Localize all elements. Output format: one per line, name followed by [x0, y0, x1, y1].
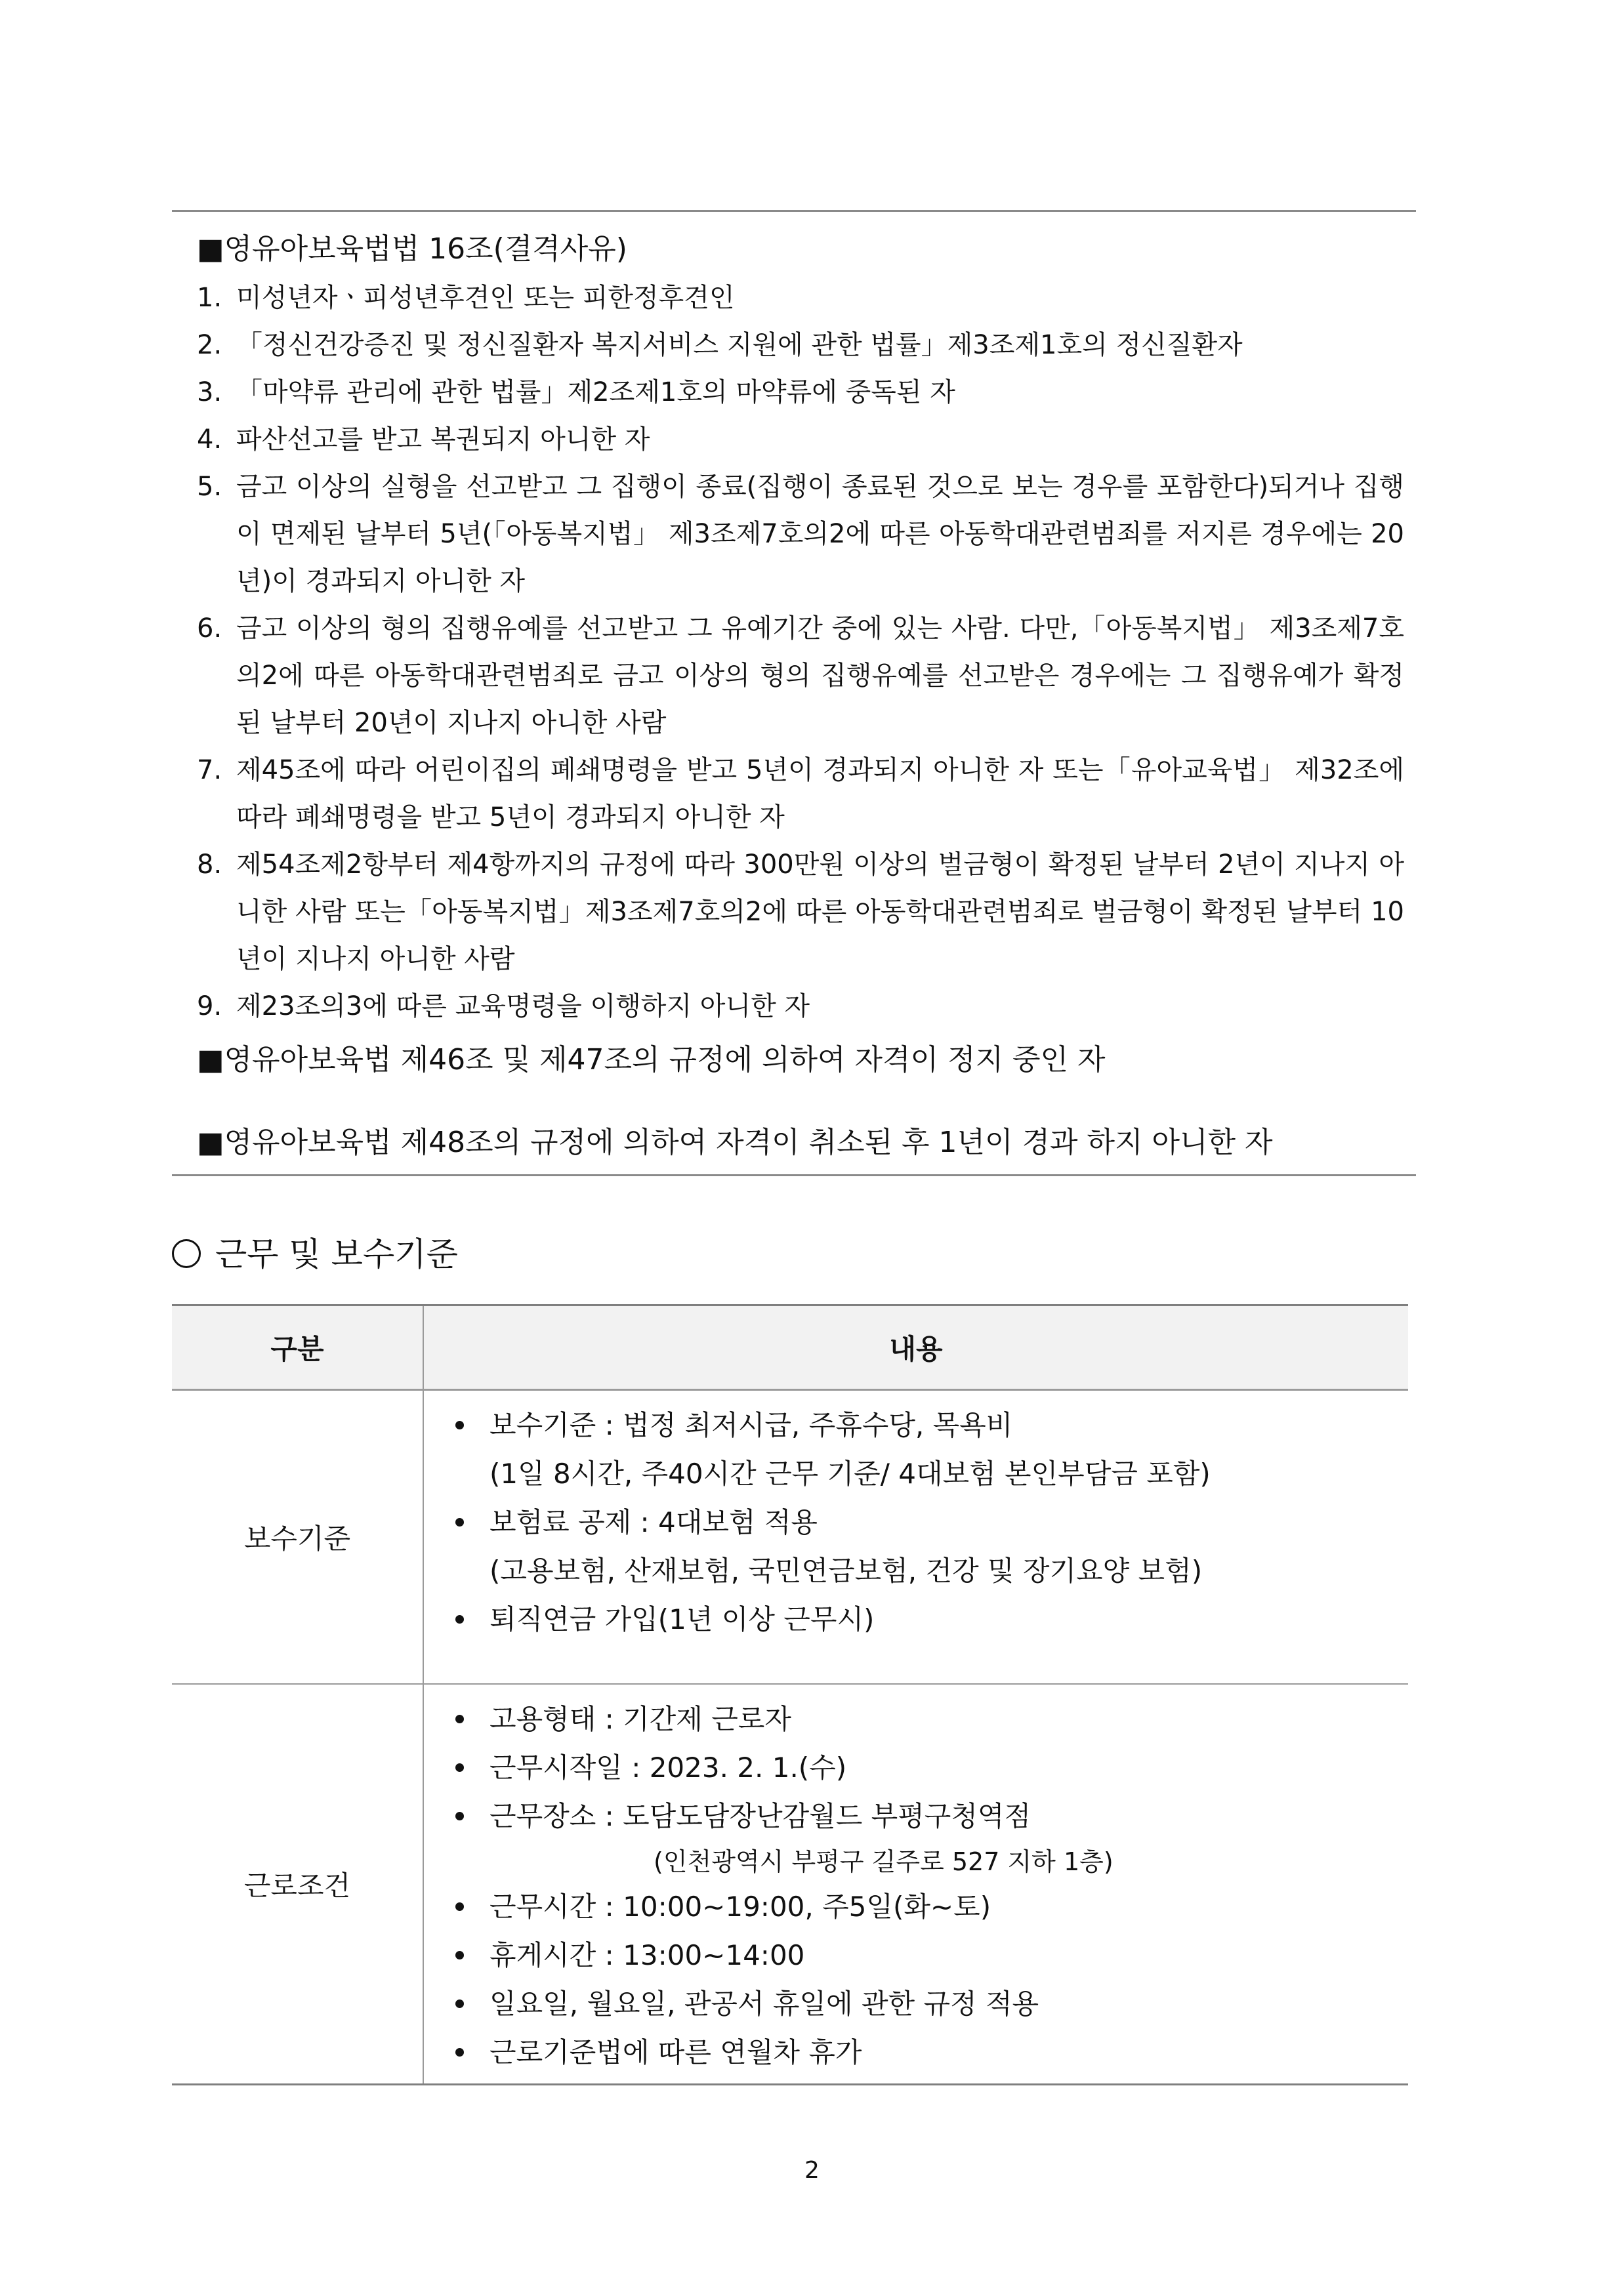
- item-number: 8.: [197, 850, 222, 880]
- disqualification-heading: ■영유아보육법법 16조(결격사유): [197, 232, 627, 266]
- item-number: 9.: [197, 991, 222, 1021]
- bullet-icon: [455, 2048, 464, 2057]
- table-row: [172, 1390, 1408, 1685]
- bullet-text: 퇴직연금 가입(1년 이상 근무시): [489, 1603, 875, 1635]
- item-text: 「정신건강증진 및 정신질환자 복지서비스 지원에 관한 법률」제3조제1호의 정신질환자: [236, 330, 1243, 360]
- list-item: [197, 605, 1404, 747]
- table-row: [172, 1684, 1408, 2085]
- header-content: 내용: [423, 1305, 1408, 1390]
- item-text: 제45조에 따라 어린이집의 폐쇄명령을 받고 5년이 경과되지 아니한 자 또는「유아교육법」 제32조에 따라 폐쇄명령을 받고 5년이 경과되지 아니한 자: [236, 755, 1404, 832]
- item-text: 금고 이상의 실형을 선고받고 그 집행이 종료(집행이 종료된 것으로 보는 경우를 포함한다)되거나 집행이 면제된 날부터 5년(「아동복지법」 제3조제7호의2에 따른 아동학대관련범죄를 저지른 경우에는 20년)이 경과되지 아니한 자: [236, 472, 1404, 596]
- table-header-row: [172, 1305, 1408, 1390]
- bullet-icon: [455, 1902, 464, 1911]
- item-number: 1.: [197, 283, 222, 313]
- row-label: 근로조건: [172, 1684, 423, 2085]
- bullet-icon: [455, 1763, 464, 1772]
- bullet-text: 근무시작일 : 2023. 2. 1.(수): [489, 1752, 847, 1784]
- bullet-icon: [455, 1951, 464, 1959]
- row-content: [423, 1390, 1408, 1685]
- bullet-text: 휴게시간 : 13:00~14:00: [489, 1939, 805, 1971]
- work-conditions-table: [172, 1304, 1408, 2085]
- item-text: 미성년자ㆍ피성년후견인 또는 피한정후견인: [236, 283, 735, 313]
- bullet-icon: [455, 1999, 464, 2008]
- item-number: 3.: [197, 377, 222, 407]
- bullet-icon: [455, 1812, 464, 1820]
- bullet-text: 근로기준법에 따른 연월차 휴가: [489, 2036, 862, 2068]
- bullet-text: 근무장소 : 도담도담장난감월드 부평구청역점: [489, 1800, 1031, 1832]
- bullet-item: [444, 1498, 1408, 1547]
- bullet-icon: [455, 1715, 464, 1723]
- bullet-subtext: (고용보험, 산재보험, 국민연금보험, 건강 및 장기요양 보험): [489, 1555, 1203, 1587]
- item-text: 금고 이상의 형의 집행유예를 선고받고 그 유예기간 중에 있는 사람. 다만,「아동복지법」 제3조제7호의2에 따른 아동학대관련범죄로 금고 이상의 형의 집행유예를 선고받은 경우에는 그 집행유예가 확정된 날부터 20년이 지나지 아니한 사람: [236, 613, 1404, 738]
- bullet-icon: [455, 1518, 464, 1527]
- item-number: 4.: [197, 424, 222, 455]
- bullet-item: [444, 1695, 1408, 1744]
- bottom-rule: [172, 1174, 1416, 1176]
- item-number: 6.: [197, 613, 222, 644]
- bullet-item: [444, 1401, 1408, 1450]
- item-number: 7.: [197, 755, 222, 785]
- section-title: [172, 1233, 458, 1275]
- list-item: [197, 983, 1404, 1030]
- item-text: 제23조의3에 따른 교육명령을 이행하지 아니한 자: [236, 991, 810, 1021]
- address-subtext: (인천광역시 부평구 길주로 527 지하 1층): [654, 1847, 1114, 1876]
- list-item: [197, 274, 1404, 321]
- bullet-subtext: (1일 8시간, 주40시간 근무 기준/ 4대보험 본인부담금 포함): [489, 1458, 1211, 1490]
- bullet-icon: [455, 1615, 464, 1624]
- revocation-clause: ■영유아보육법 제48조의 규정에 의하여 자격이 취소된 후 1년이 경과 하지 아니한 자: [197, 1126, 1273, 1159]
- list-item: [197, 416, 1404, 463]
- suspension-clause: ■영유아보육법 제46조 및 제47조의 규정에 의하여 자격이 정지 중인 자: [197, 1043, 1106, 1076]
- row-label: 보수기준: [172, 1390, 423, 1685]
- item-text: 파산선고를 받고 복권되지 아니한 자: [236, 424, 650, 455]
- bullet-item: [444, 2028, 1408, 2077]
- bullet-text: 보험료 공제 : 4대보험 적용: [489, 1506, 818, 1538]
- list-item: [197, 841, 1404, 983]
- bullet-icon: [455, 1421, 464, 1429]
- row-content: [423, 1684, 1408, 2085]
- item-number: 5.: [197, 472, 222, 502]
- list-item: [197, 463, 1404, 605]
- page-number: 2: [804, 2157, 820, 2184]
- section-title-text: 근무 및 보수기준: [215, 1235, 458, 1273]
- top-rule: [172, 210, 1416, 212]
- header-category: 구분: [172, 1305, 423, 1390]
- list-item: [197, 747, 1404, 841]
- bullet-item: [444, 1883, 1408, 1931]
- bullet-item: [444, 1595, 1408, 1644]
- item-text: 「마약류 관리에 관한 법률」제2조제1호의 마약류에 중독된 자: [236, 377, 955, 407]
- bullet-item: [444, 1792, 1408, 1841]
- bullet-text: 고용형태 : 기간제 근로자: [489, 1703, 791, 1735]
- bullet-item: [444, 1980, 1408, 2028]
- list-item: [197, 369, 1404, 416]
- circle-icon: [172, 1239, 201, 1268]
- bullet-text: 근무시간 : 10:00~19:00, 주5일(화~토): [489, 1891, 991, 1923]
- bullet-text: 일요일, 월요일, 관공서 휴일에 관한 규정 적용: [489, 1988, 1039, 2020]
- bullet-item: [444, 1744, 1408, 1792]
- item-number: 2.: [197, 330, 222, 360]
- item-text: 제54조제2항부터 제4항까지의 규정에 따라 300만원 이상의 벌금형이 확정된 날부터 2년이 지나지 아니한 사람 또는「아동복지법」제3조제7호의2에 따른 아동학대관련범죄로 벌금형이 확정된 날부터 10년이 지나지 아니한 사람: [236, 850, 1404, 974]
- list-item: [197, 321, 1404, 369]
- bullet-text: 보수기준 : 법정 최저시급, 주휴수당, 목욕비: [489, 1409, 1013, 1441]
- bullet-item: [444, 1931, 1408, 1980]
